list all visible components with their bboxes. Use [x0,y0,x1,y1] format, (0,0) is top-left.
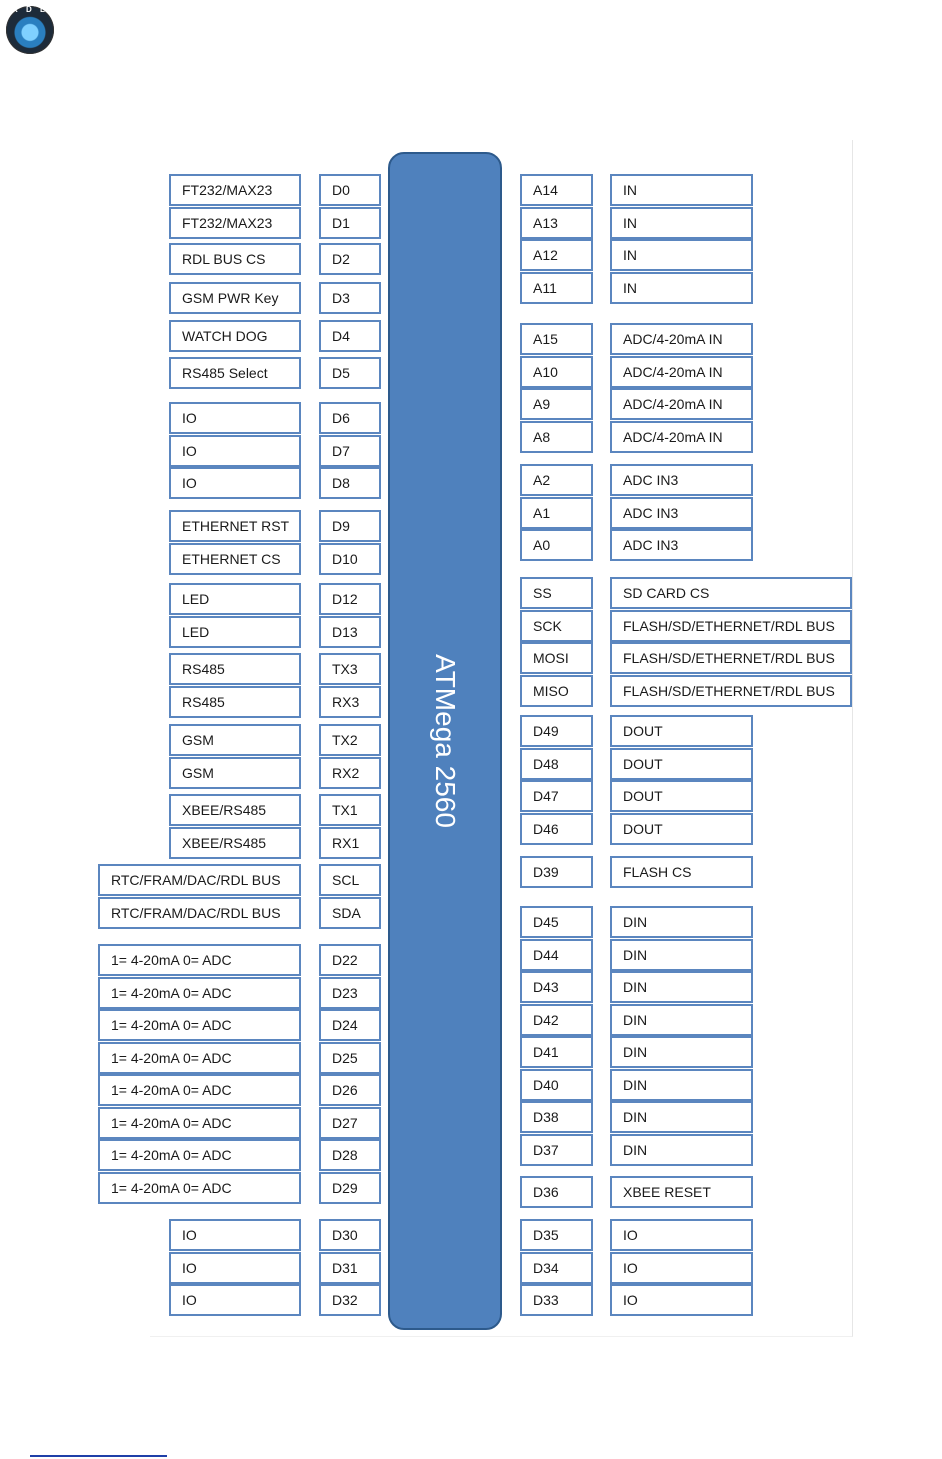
right-function-label: DOUT [610,813,753,845]
right-function-label: DIN [610,1036,753,1068]
right-pin-label: D34 [520,1252,593,1284]
left-function-label: 1= 4-20mA 0= ADC [98,1107,301,1139]
right-function-label: FLASH/SD/ETHERNET/RDL BUS [610,642,852,674]
left-pin-label: D29 [319,1172,381,1204]
right-function-label: DIN [610,1134,753,1166]
left-function-label: WATCH DOG [169,320,301,352]
right-function-label: ADC/4-20mA IN [610,388,753,420]
right-function-label: DOUT [610,780,753,812]
left-pin-label: RX1 [319,827,381,859]
right-function-label: DOUT [610,748,753,780]
left-function-label: 1= 4-20mA 0= ADC [98,1042,301,1074]
left-function-label: GSM PWR Key [169,282,301,314]
left-pin-label: D2 [319,243,381,275]
right-pin-label: A11 [520,272,593,304]
right-pin-label: D35 [520,1219,593,1251]
right-pin-label: D45 [520,906,593,938]
left-function-label: ETHERNET RST [169,510,301,542]
left-function-label: IO [169,1252,301,1284]
left-function-label: XBEE/RS485 [169,794,301,826]
right-function-label: DIN [610,971,753,1003]
chip-label: ATMega 2560 [430,654,461,828]
right-pin-label: A15 [520,323,593,355]
left-function-label: 1= 4-20mA 0= ADC [98,1009,301,1041]
right-function-label: ADC/4-20mA IN [610,323,753,355]
microcontroller-chip [388,152,502,1330]
left-function-label: XBEE/RS485 [169,827,301,859]
left-pin-label: D25 [319,1042,381,1074]
right-pin-label: D41 [520,1036,593,1068]
left-pin-label: RX2 [319,757,381,789]
right-function-label: DIN [610,939,753,971]
left-function-label: IO [169,467,301,499]
left-function-label: 1= 4-20mA 0= ADC [98,1139,301,1171]
left-function-label: 1= 4-20mA 0= ADC [98,1172,301,1204]
left-pin-label: D0 [319,174,381,206]
left-pin-label: D30 [319,1219,381,1251]
right-pin-label: A14 [520,174,593,206]
right-pin-label: SS [520,577,593,609]
left-pin-label: D9 [319,510,381,542]
left-function-label: ETHERNET CS [169,543,301,575]
left-function-label: FT232/MAX23 [169,174,301,206]
right-pin-label: D43 [520,971,593,1003]
left-function-label: FT232/MAX23 [169,207,301,239]
right-pin-label: D37 [520,1134,593,1166]
left-pin-label: D26 [319,1074,381,1106]
right-pin-label: D40 [520,1069,593,1101]
left-function-label: LED [169,583,301,615]
right-pin-label: D36 [520,1176,593,1208]
right-pin-label: MOSI [520,642,593,674]
right-pin-label: SCK [520,610,593,642]
right-pin-label: D46 [520,813,593,845]
left-pin-label: D1 [319,207,381,239]
left-pin-label: TX2 [319,724,381,756]
right-function-label: FLASH/SD/ETHERNET/RDL BUS [610,610,852,642]
right-pin-label: D49 [520,715,593,747]
left-function-label: RS485 [169,653,301,685]
right-pin-label: A1 [520,497,593,529]
right-pin-label: A0 [520,529,593,561]
left-pin-label: SDA [319,897,381,929]
footer-link-underline[interactable] [30,1455,167,1457]
right-pin-label: D42 [520,1004,593,1036]
left-pin-label: D27 [319,1107,381,1139]
right-function-label: DOUT [610,715,753,747]
right-function-label: IO [610,1284,753,1316]
right-function-label: DIN [610,1004,753,1036]
left-function-label: IO [169,402,301,434]
left-pin-label: D7 [319,435,381,467]
left-pin-label: SCL [319,864,381,896]
left-pin-label: D3 [319,282,381,314]
left-function-label: RS485 [169,686,301,718]
left-function-label: LED [169,616,301,648]
right-pin-label: A9 [520,388,593,420]
left-pin-label: D31 [319,1252,381,1284]
left-pin-label: D12 [319,583,381,615]
right-function-label: FLASH CS [610,856,753,888]
left-function-label: IO [169,1284,301,1316]
left-pin-label: TX1 [319,794,381,826]
right-pin-label: A12 [520,239,593,271]
right-function-label: IN [610,239,753,271]
right-function-label: DIN [610,906,753,938]
left-pin-label: D22 [319,944,381,976]
left-pin-label: D32 [319,1284,381,1316]
right-function-label: ADC/4-20mA IN [610,356,753,388]
right-function-label: IO [610,1219,753,1251]
left-function-label: RDL BUS CS [169,243,301,275]
left-pin-label: D4 [319,320,381,352]
right-function-label: IN [610,272,753,304]
right-function-label: FLASH/SD/ETHERNET/RDL BUS [610,675,852,707]
left-pin-label: RX3 [319,686,381,718]
right-function-label: ADC IN3 [610,464,753,496]
right-function-label: SD CARD CS [610,577,852,609]
left-function-label: IO [169,435,301,467]
right-function-label: XBEE RESET [610,1176,753,1208]
left-function-label: IO [169,1219,301,1251]
right-pin-label: D48 [520,748,593,780]
logo-letters: R D L [12,5,48,14]
right-pin-label: D47 [520,780,593,812]
right-pin-label: A10 [520,356,593,388]
right-pin-label: MISO [520,675,593,707]
right-pin-label: A13 [520,207,593,239]
left-pin-label: D5 [319,357,381,389]
left-function-label: GSM [169,724,301,756]
right-function-label: IO [610,1252,753,1284]
left-function-label: 1= 4-20mA 0= ADC [98,944,301,976]
left-pin-label: D13 [319,616,381,648]
right-function-label: ADC IN3 [610,529,753,561]
left-function-label: RTC/FRAM/DAC/RDL BUS [98,864,301,896]
right-pin-label: D38 [520,1101,593,1133]
left-pin-label: D28 [319,1139,381,1171]
right-pin-label: A8 [520,421,593,453]
right-function-label: ADC IN3 [610,497,753,529]
left-pin-label: TX3 [319,653,381,685]
right-pin-label: D39 [520,856,593,888]
right-function-label: ADC/4-20mA IN [610,421,753,453]
right-pin-label: A2 [520,464,593,496]
left-function-label: 1= 4-20mA 0= ADC [98,977,301,1009]
right-function-label: IN [610,207,753,239]
left-pin-label: D6 [319,402,381,434]
right-pin-label: D33 [520,1284,593,1316]
right-function-label: DIN [610,1069,753,1101]
left-function-label: 1= 4-20mA 0= ADC [98,1074,301,1106]
right-function-label: IN [610,174,753,206]
left-function-label: GSM [169,757,301,789]
left-pin-label: D24 [319,1009,381,1041]
left-function-label: RS485 Select [169,357,301,389]
left-pin-label: D8 [319,467,381,499]
left-pin-label: D23 [319,977,381,1009]
left-pin-label: D10 [319,543,381,575]
right-pin-label: D44 [520,939,593,971]
left-function-label: RTC/FRAM/DAC/RDL BUS [98,897,301,929]
right-function-label: DIN [610,1101,753,1133]
